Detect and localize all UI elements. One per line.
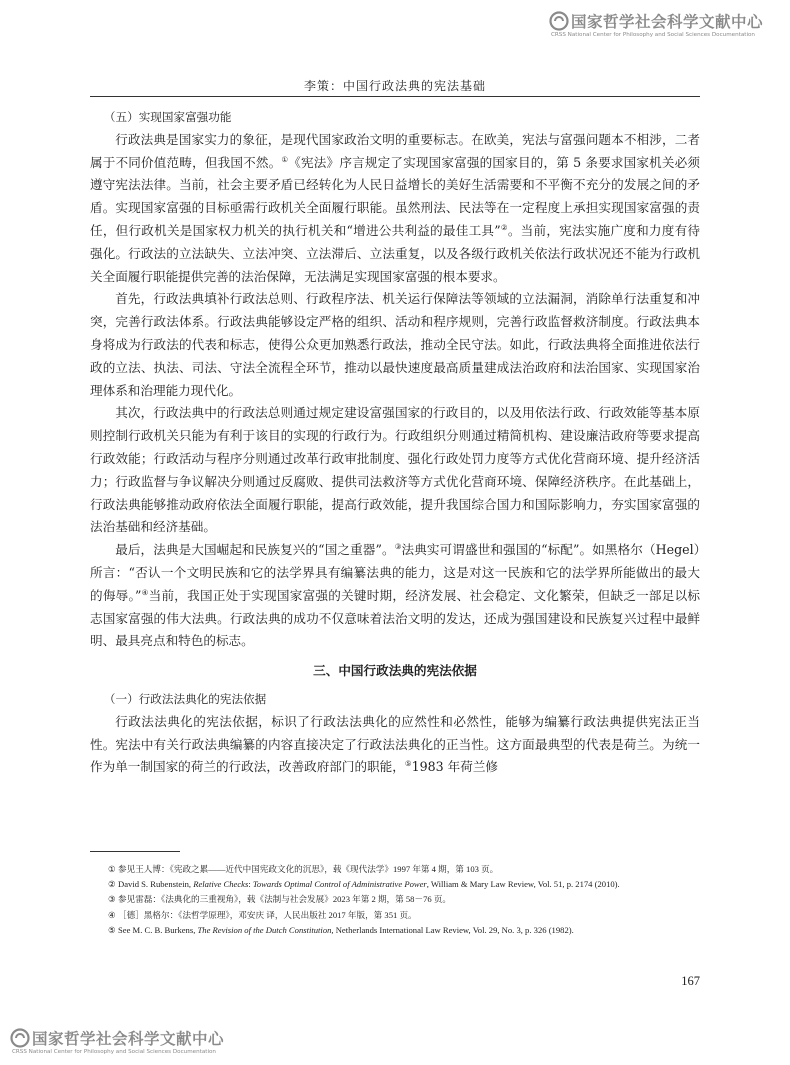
paragraph-3: 其次，行政法典中的行政法总则通过规定建设富强国家的行政目的，以及用依法行政、行政效能等基本原则控制行政机关只能为有利于该目的实现的行政行为。行政组织分则通过精简机构、建设廉洁政府等要求提高行政效能；行政活动与程序分则通过改革行政审批制度、强化行政处罚力度等方式优化营商环境、提升经济活力；行政监督与争议解决分则通过反腐败、提供司法救济等方式优化营商环境、保障经济秩序。在此基础上，行政法典能够推动政府依法全面履行职能，提高行政效能，提升我国综合国力和国际影响力，夯实国家富强的法治基础和经济基础。 bbox=[90, 405, 700, 535]
footnote-mark: ② bbox=[108, 879, 116, 890]
note-ref-1[interactable]: ① bbox=[281, 154, 289, 164]
footnote-5: ⑤ See M. C. B. Burkens, The Revision of the Dutch Constitution, Netherlands International Law Review, Vol. 29, No. 3, p. 326 (1982). bbox=[90, 923, 700, 938]
watermark-bottom bbox=[10, 1027, 246, 1059]
footnote-mark: ④ bbox=[108, 909, 116, 920]
paragraph-1: 行政法典是国家实力的象征，是现代国家政治文明的重要标志。在欧美，宪法与富强问题本不相涉，二者属于不同价值范畴，但我国不然。①《宪法》序言规定了实现国家富强的国家目的，第 5 条要求国家机关必须遵守宪法法律。当前，社会主要矛盾已经转化为人民日益增长的美好生活需要和不平衡不充分的发展之间的矛盾。实现国家富强的目标亟需行政机关全面履行职能。虽然刑法、民法等在一定程度上承担实现国家富强的责任，但行政机关是国家权力机关的执行机关和“增进公共利益的最佳工具”②。当前，宪法实施广度和力度有待强化。行政法的立法缺失、立法冲突、立法滞后、立法重复，以及各级行政机关依法行政状况还不能为行政机关全面履行职能提供完善的法治保障，无法满足实现国家富强的根本要求。 bbox=[90, 131, 700, 284]
watermark-cn: 国家哲学社会科学文献中心 bbox=[32, 1030, 225, 1048]
watermark-cn: 国家哲学社会科学文献中心 bbox=[571, 13, 764, 31]
paragraph-5: 行政法法典化的宪法依据，标识了行政法法典化的应然性和必然性，能够为编纂行政法典提供宪法正当性。宪法中有关行政法典编纂的内容直接决定了行政法法典化的正当性。这方面最典型的代表是荷兰。为统一作为单一制国家的荷兰的行政法，改善政府部门的职能，⑤1983 年荷兰修 bbox=[90, 713, 700, 775]
ncpssd-logo-icon bbox=[10, 1028, 30, 1048]
running-head: 李策：中国行政法典的宪法基础 bbox=[303, 79, 486, 93]
watermark-top bbox=[549, 10, 785, 42]
paragraph-4: 最后，法典是大国崛起和民族复兴的“国之重器”。③法典实可谓盛世和强国的“标配”。如黑格尔（Hegel）所言：“否认一个文明民族和它的法学界具有编纂法典的能力，这是对这一民族和它的法学界所能做出的最大的侮辱。”④当前，我国正处于实现国家富强的关键时期，经济发展、社会稳定、文化繁荣，但缺乏一部足以标志国家富强的伟大法典。行政法典的成功不仅意味着法治文明的发达，还成为强国建设和民族复兴过程中最鲜明、最具亮点和特色的标志。 bbox=[90, 542, 701, 649]
note-ref-5[interactable]: ⑤ bbox=[404, 759, 412, 769]
footnote-rule bbox=[90, 851, 180, 852]
subsection-title-1: （一）行政法法典化的宪法依据 bbox=[103, 691, 267, 706]
note-ref-3[interactable]: ③ bbox=[394, 542, 402, 552]
footnote-mark: ③ bbox=[108, 894, 116, 905]
paragraph-2: 首先，行政法典填补行政法总则、行政程序法、机关运行保障法等领域的立法漏洞，消除单行法重复和冲突，完善行政法体系。行政法典能够设定严格的组织、活动和程序规则，完善行政监督救济制度。行政法典本身将成为行政法的代表和标志，使得公众更加熟悉行政法，推动全民守法。如此，行政法典将全面推进依法行政的立法、执法、司法、守法全流程全环节，推动以最快速度最高质量建成法治政府和法治国家、实现国家治理体系和治理能力现代化。 bbox=[90, 291, 700, 398]
note-ref-2[interactable]: ② bbox=[500, 222, 508, 232]
watermark-en: CRSS National Center for Philosophy and Social Sciences Documentation bbox=[12, 1049, 216, 1055]
ncpssd-logo-icon bbox=[549, 11, 569, 31]
note-ref-4[interactable]: ④ bbox=[141, 587, 149, 597]
footnote-1: ① 参见王人博：《宪政之累——近代中国宪政文化的沉思》，载《现代法学》1997 年第 4 期，第 103 页。 bbox=[90, 862, 700, 877]
footnote-3: ③ 参见雷磊：《法典化的三重视角》，载《法制与社会发展》2023 年第 2 期，第 58－76 页。 bbox=[90, 892, 700, 907]
subsection-title-5: （五）实现国家富强功能 bbox=[103, 110, 232, 124]
footnote-mark: ① bbox=[108, 864, 116, 874]
footnotes bbox=[90, 862, 700, 938]
footnote-2: ② David S. Rubenstein, Relative Checks: Towards Optimal Control of Administrative Power, William & Mary Law Review, Vol. 51, p. 2174 (2010). bbox=[90, 877, 700, 892]
watermark-en: CRSS National Center for Philosophy and Social Sciences Documentation bbox=[551, 32, 755, 38]
page-number: 167 bbox=[681, 974, 700, 988]
footnote-4: ④ ［德］黑格尔：《法哲学原理》，邓安庆 译，人民出版社 2017 年版，第 351 页。 bbox=[90, 908, 700, 923]
footnote-mark: ⑤ bbox=[108, 924, 116, 935]
body-text bbox=[90, 106, 700, 779]
head-rule bbox=[90, 96, 700, 97]
section-heading-3: 三、中国行政法典的宪法依据 bbox=[313, 663, 477, 679]
